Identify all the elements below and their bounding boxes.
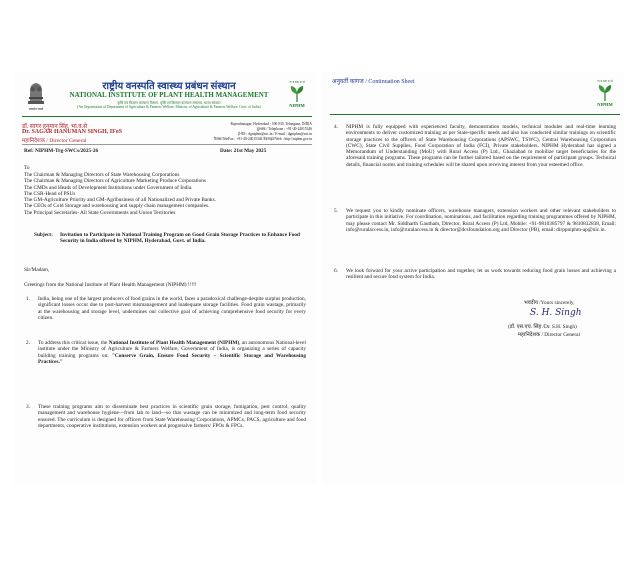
paragraph-6: We look forward for your active participation and together, let us work towards reducing food grain losses and achieving a resilient and secure food system for India. <box>346 268 616 281</box>
para-number: 1. <box>26 296 30 302</box>
sender-divider <box>22 144 312 145</box>
paragraph-1: India, being one of the largest producers of food grains in the world, faces a paradoxical challenge-despite surplus production, significant losses occur due to post-harvest mismanagement and inadequate storage facilities. Food grain wastage, primarily at the warehousing and storage level, undermines our collective goal of achieving comprehensive food security for every citizen. <box>38 296 306 321</box>
subject-label: Subject: <box>34 232 53 238</box>
para2-program-title: "Conserve Grain, Ensure Food Security – Scientific Storage and Warehousing Practices." <box>38 352 306 365</box>
reference-number: Ref: NIPHM-Trg-SWCs/2025-26 <box>24 148 99 154</box>
paragraph-2 <box>38 340 306 365</box>
salutation: Sir/Madam, <box>24 267 50 273</box>
leaf-icon <box>289 85 305 103</box>
paragraph-4: NIPHM is fully equipped with experienced faculty, demonstration models, technical modules and real-time learning environments to deliver customized training as per State-specific needs and also has conducted similar trainings on scientific storage practices to the officers of State Warehousing Corporations (APSWC, TSWC), Central Warehousing Corporation (CWC), State Civil Supplies, Food Corporation of India (FCI), Private stakeholders. NIPHM Hyderabad has signed a Memorandum of Understanding (MoU) with Rural Access (P) Ltd., Ghaziabad to mobilize target beneficiaries for the aforesaid training programs. These programs can be further tailored based on the requirement of participant groups. Technical details, financial norms and training schedules will be shared upon receiving interest from your esteemed office. <box>346 124 616 168</box>
subject-text: Invitation to Participate in National Training Program on Good Grain Storage Practices to Enhance Food Security in India offered by NIPHM, Hyderabad, Govt. of India. <box>60 232 300 245</box>
emblem-motto: सत्यमेव जयते <box>28 106 44 111</box>
greeting: Greetings from the National Institute of Plant Health Management (NIPHM) !!!!! <box>24 282 197 288</box>
address: Rajendranagar, Hyderabad - 500 030, Telangana, INDIA <box>230 122 312 126</box>
recipient-item: The CEOs of Cold Storage and warehousing and supply chain management companies. <box>24 203 210 210</box>
niphm-logo <box>590 76 620 110</box>
recipient-item: The Principal Secretaries- All State Governments and Union Territories <box>24 209 176 216</box>
para-number: 4. <box>334 124 338 130</box>
phone: दूरभाष / Telephone : +91-40-24015346 <box>256 127 312 131</box>
recipient-item: The GM-Agriculture Priority and GM-Agribusiness of all Nationalized and Private Banks. <box>24 197 216 204</box>
header-divider <box>22 116 312 117</box>
email: ई-मेल : dgniphm@nic.in / E-mail : dgniphm@nic.in <box>237 132 312 136</box>
para2-institute: National Institute of Plant Health Management (NIPHM) <box>108 340 240 346</box>
para-number: 2. <box>26 340 30 346</box>
to-label: To <box>24 165 30 171</box>
niphm-logo-text: NIPHM <box>289 102 305 108</box>
sender-name: Dr. SAGAR HANUMAN SINGH, IFoS <box>22 129 123 135</box>
paragraph-5: We request you to kindly nominate officers, warehouse managers, extension workers and other relevant stakeholders to participate in this initiative. For coordination, nominations, and facilitation regarding training programmes offered by NIPHM, may please contact Mr. Siddharth Gautham, Director, Rural Access (P) Ltd, Mobile: +91-9810385797 & 9810832838, Email: info@ruralaccess.in, info@ruralaccess.in & director@dcsfoundation.org and Director (PB), email: dirppniphm-ap@nic.in. <box>346 208 616 233</box>
continuation-header: अनुवर्ती कागज / Continuation Sheet <box>332 79 415 85</box>
signatory-designation: महानिदेशक / Director General <box>518 332 580 338</box>
niphm-logo-text: NIPHM <box>597 101 613 107</box>
signature: S. H. Singh <box>530 308 582 318</box>
leaf-icon <box>597 84 613 102</box>
institute-name: NATIONAL INSTITUTE OF PLANT HEALTH MANAGEMENT <box>69 91 269 99</box>
recipient-item: The CSR-Head of PSUs <box>24 190 76 197</box>
letter-page-2 <box>322 72 624 484</box>
niphm-logo-hindi: रा व स्वा प्र सं <box>597 79 613 84</box>
ministry-hindi: कृषि एवं किसान कल्याण विभाग, कृषि एवं किसान कल्याण मंत्रालय, भारत सरकार <box>117 101 221 105</box>
institute-hindi-title: राष्ट्रीय वनस्पति स्वास्थ्य प्रबंधन संस्थान <box>102 81 236 92</box>
niphm-logo-hindi: रा व स्वा प्र सं <box>289 80 305 85</box>
emblem-logo <box>22 76 50 114</box>
para2-text-a: To address this critical issue, the <box>38 340 109 346</box>
para-number: 6. <box>334 268 338 274</box>
para-number: 5. <box>334 208 338 214</box>
recipient-item: The Chairman & Managing Directors of State Warehousing Corporations <box>24 172 180 178</box>
niphm-logo <box>282 76 312 112</box>
sender-hindi-name: डॉ. सागर हनुमान सिंह, भा.व.से <box>22 124 88 130</box>
para-number: 3. <box>26 404 30 410</box>
recipient-item: The CMDs and Heads of Development Institutions under Government of India. <box>24 184 193 191</box>
signatory-name: (डॉ. एस.एच. सिंह /Dr. S.H. Singh) <box>508 324 577 330</box>
recipient-list <box>24 172 309 216</box>
para2-text-c: , an autonomous National-level institute under the Ministry of Agriculture & Farmers Welfare, Government of India, is organizing a series of capacity building training programs on: <box>38 340 306 359</box>
recipient-item: The Chairman & Managing Directors of Agriculture Marketing Produce Corporations <box>24 178 206 185</box>
letter-page-1 <box>14 72 316 484</box>
paragraph-3: These training programs aim to disseminate best practices in scientific grain storage, fumigation, pest control, quality management and warehouse hygiene—from lab to land—so that wastage can be minimized and long-term food security ensured. The curriculum is designed for officers from State Warehousing Corporations, APMCs, PACS, agriculture and food departments, cooperative institutions, extension workers and progressive farmers/ FPOs & FPCs. <box>38 404 306 429</box>
closing: भवदीय /Yours sincerely, <box>524 300 575 306</box>
fax-web: फैक्स/TeleFax : +91-40-24015346 वेबसाइट/Web : http://niphm.gov.in <box>213 137 312 141</box>
header-divider <box>330 114 620 115</box>
ministry-english: (An Organisation of Department of Agriculture & Farmers Welfare, Ministry of Agriculture & Farmers Welfare, Govt. of India) <box>77 105 261 109</box>
lion-capital-icon <box>25 79 47 107</box>
sender-designation: महानिदेशक / Director General <box>22 138 87 144</box>
letter-date: Date: 21st May 2025 <box>220 148 267 154</box>
